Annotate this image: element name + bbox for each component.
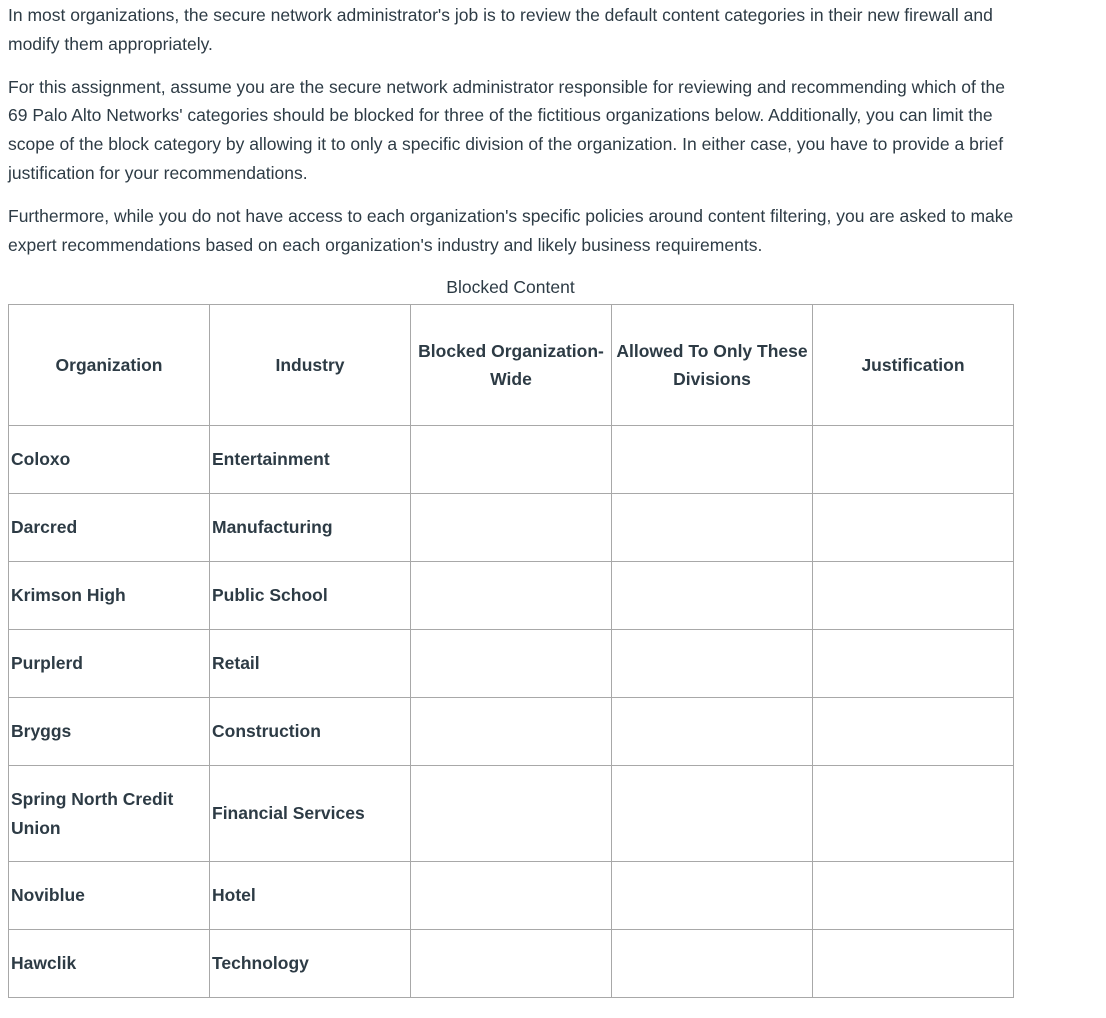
intro-paragraph: In most organizations, the secure network administrator's job is to review the default content categories in their new firewall and modify them appropriately. — [8, 5, 993, 54]
organization-cell: Coloxo — [9, 426, 210, 494]
allowed-divisions-cell[interactable] — [612, 862, 813, 930]
justification-cell[interactable] — [813, 562, 1014, 630]
blocked-org-wide-cell[interactable] — [411, 766, 612, 862]
allowed-divisions-cell[interactable] — [612, 698, 813, 766]
industry-cell: Technology — [210, 930, 411, 998]
organization-cell: Noviblue — [9, 862, 210, 930]
industry-cell: Construction — [210, 698, 411, 766]
table-row — [9, 930, 1014, 998]
allowed-divisions-cell[interactable] — [612, 494, 813, 562]
blocked-org-wide-cell[interactable] — [411, 426, 612, 494]
assignment-content — [8, 0, 1018, 998]
industry-cell: Financial Services — [210, 766, 411, 862]
blocked-content-table — [8, 304, 1014, 998]
allowed-divisions-cell[interactable] — [612, 426, 813, 494]
header-industry: Industry — [210, 305, 411, 426]
blocked-org-wide-cell[interactable] — [411, 630, 612, 698]
header-justification: Justification — [813, 305, 1014, 426]
table-row — [9, 562, 1014, 630]
organization-cell: Purplerd — [9, 630, 210, 698]
allowed-divisions-cell[interactable] — [612, 562, 813, 630]
header-allowed-divisions: Allowed To Only These Divisions — [612, 305, 813, 426]
blocked-org-wide-cell[interactable] — [411, 562, 612, 630]
justification-cell[interactable] — [813, 862, 1014, 930]
table-row — [9, 494, 1014, 562]
header-blocked-org-wide: Blocked Organization-Wide — [411, 305, 612, 426]
table-row — [9, 630, 1014, 698]
organization-cell: Bryggs — [9, 698, 210, 766]
justification-cell[interactable] — [813, 426, 1014, 494]
blocked-org-wide-cell[interactable] — [411, 494, 612, 562]
industry-cell: Manufacturing — [210, 494, 411, 562]
justification-cell[interactable] — [813, 930, 1014, 998]
table-row — [9, 766, 1014, 862]
table-row — [9, 862, 1014, 930]
organization-cell: Spring North Credit Union — [9, 766, 210, 862]
justification-cell[interactable] — [813, 494, 1014, 562]
blocked-org-wide-cell[interactable] — [411, 862, 612, 930]
table-caption: Blocked Content — [446, 277, 575, 298]
justification-cell[interactable] — [813, 630, 1014, 698]
organization-cell: Krimson High — [9, 562, 210, 630]
organization-cell: Hawclik — [9, 930, 210, 998]
table-row — [9, 698, 1014, 766]
industry-cell: Entertainment — [210, 426, 411, 494]
recommendation-paragraph: Furthermore, while you do not have access to each organization's specific policies around content filtering, you are asked to make expert recommendations based on each organization's industry and likely business requirements. — [8, 205, 1014, 255]
justification-cell[interactable] — [813, 766, 1014, 862]
industry-cell: Public School — [210, 562, 411, 630]
blocked-org-wide-cell[interactable] — [411, 930, 612, 998]
blocked-org-wide-cell[interactable] — [411, 698, 612, 766]
header-organization: Organization — [9, 305, 210, 426]
table-row — [9, 426, 1014, 494]
assignment-paragraph: For this assignment, assume you are the secure network administrator responsible for reviewing and recommending which of the 69 Palo Alto Networks' categories should be blocked for three of the fictitious organizations below. Additionally, you can limit the scope of the block category by allowing it to only a specific division of the organization. In either case, you have to provide a brief justification for your recommendations. — [8, 76, 1006, 183]
industry-cell: Hotel — [210, 862, 411, 930]
allowed-divisions-cell[interactable] — [612, 630, 813, 698]
justification-cell[interactable] — [813, 698, 1014, 766]
allowed-divisions-cell[interactable] — [612, 930, 813, 998]
table-header-row — [9, 305, 1014, 426]
industry-cell: Retail — [210, 630, 411, 698]
allowed-divisions-cell[interactable] — [612, 766, 813, 862]
organization-cell: Darcred — [9, 494, 210, 562]
